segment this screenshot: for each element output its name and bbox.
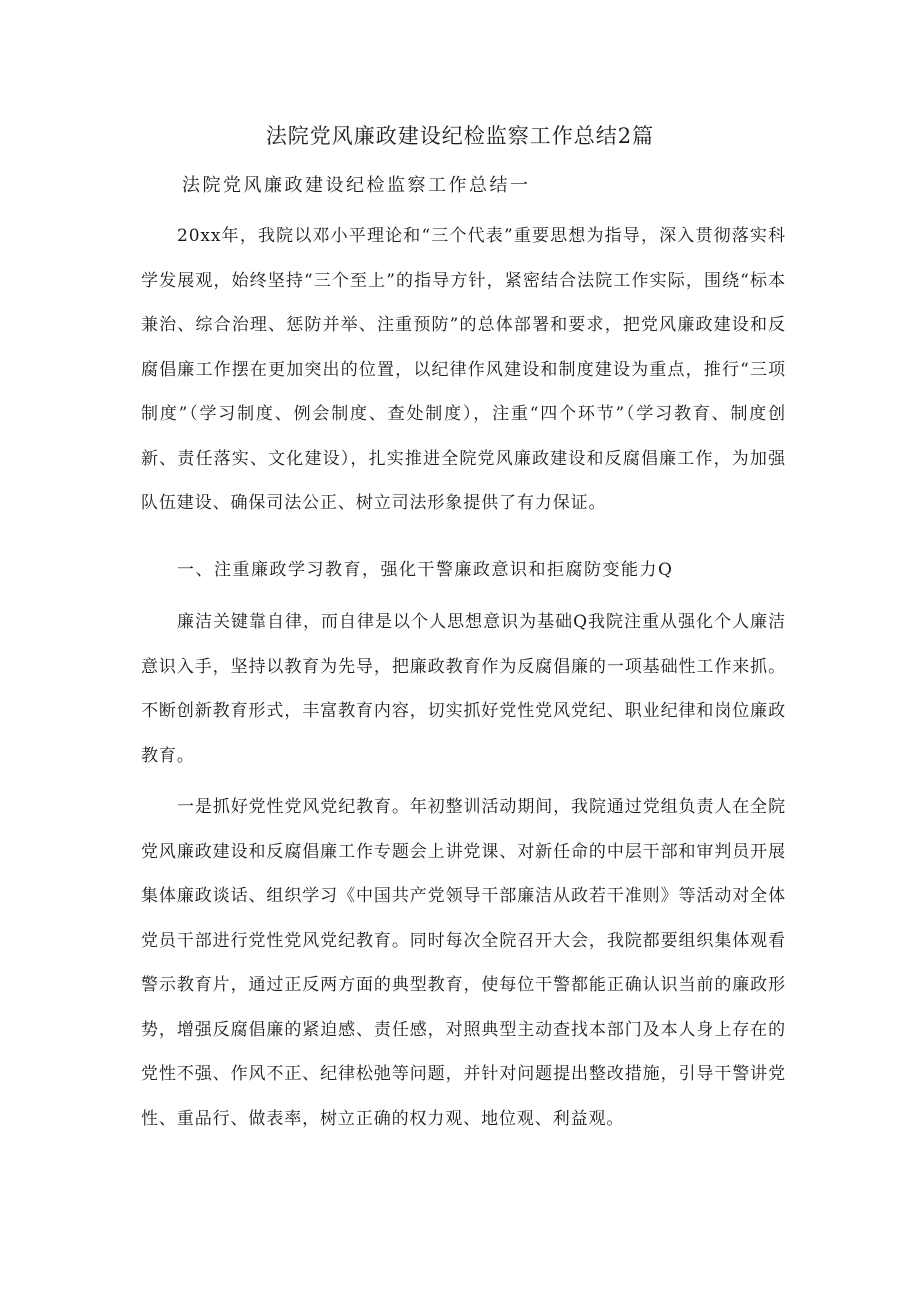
document-subtitle: 法院党风廉政建设纪检监察工作总结一 <box>182 175 531 196</box>
point-one-paragraph: 一是抓好党性党风党纪教育。年初整训活动期间，我院通过党组负责人在全院党风廉政建设和反腐倡廉工作专题会上讲党课、对新任命的中层干部和审判员开展集体廉政谈话、组织学习《中国共产党领导干部廉洁从政若干准则》等活动对全体党员干部进行党性党风党纪教育。同时每次全院召开大会，我院都要组织集体观看警示教育片，通过正反两方面的典型教育，使每位干警都能正确认识当前的廉政形势，增强反腐倡廉的紧迫感、责任感，对照典型主动查找本部门及本人身上存在的党性不强、作风不正、纪律松弛等问题，并针对问题提出整改措施，引导干警讲党性、重品行、做表率，树立正确的权力观、地位观、利益观。 <box>141 797 786 1129</box>
document-title: 法院党风廉政建设纪检监察工作总结2篇 <box>265 124 655 148</box>
section-body-paragraph: 廉洁关键靠自律，而自律是以个人思想意识为基础Q我院注重从强化个人廉洁意识入手，坚持以教育为先导，把廉政教育作为反腐倡廉的一项基础性工作来抓。不断创新教育形式，丰富教育内容，切实抓好党性党风党纪、职业纪律和岗位廉政教育。 <box>141 612 786 766</box>
intro-paragraph: 20xx年，我院以邓小平理论和“三个代表”重要思想为指导，深入贯彻落实科学发展观，始终坚持“三个至上”的指导方针，紧密结合法院工作实际，围绕“标本兼治、综合治理、惩防并举、注重预防”的总体部署和要求，把党风廉政建设和反腐倡廉工作摆在更加突出的位置，以纪律作风建设和制度建设为重点，推行“三项制度”（学习制度、例会制度、查处制度），注重“四个环节”（学习教育、制度创新、责任落实、文化建设），扎实推进全院党风廉政建设和反腐倡廉工作，为加强队伍建设、确保司法公正、树立司法形象提供了有力保证。 <box>141 226 786 513</box>
section-heading: 一、注重廉政学习教育，强化干警廉政意识和拒腐防变能力Q <box>177 560 674 580</box>
